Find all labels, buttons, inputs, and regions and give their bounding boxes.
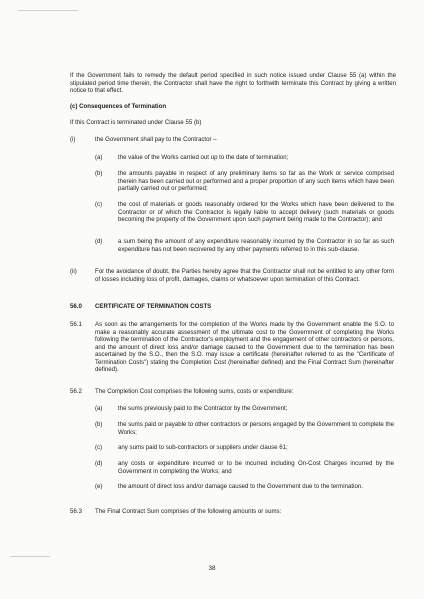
sub-item-label: (a) bbox=[95, 405, 103, 412]
sub-item-label: (c) bbox=[95, 444, 103, 451]
sub-item-text: the sums paid or payable to other contractors or persons engaged by the Government to complete the Works; bbox=[118, 421, 394, 436]
clause-56-2-number: 56.2 bbox=[70, 388, 82, 395]
section-56-title: CERTIFICATE OF TERMINATION COSTS bbox=[95, 303, 212, 310]
sub-item-text: the cost of materials or goods reasonably ordered for the Works which have been delivered to the Contractor or of which the Contractor is legally liable to accept delivery (such materials or goods becoming the property of the Government upon such payment being made to the Contractor); and bbox=[118, 201, 394, 223]
sub-item-label: (b) bbox=[95, 421, 103, 428]
scan-speck bbox=[10, 556, 50, 557]
clause-56-2-text: The Completion Cost comprises the following sums, costs or expenditure: bbox=[95, 388, 294, 395]
sub-item-text: the value of the Works carried out up to the date of termination; bbox=[118, 154, 289, 161]
sub-item-label: (c) bbox=[95, 201, 103, 208]
sub-item-label: (d) bbox=[95, 460, 103, 467]
intro-paragraph: If the Government fails to remedy the default period specified in such notice issued under Clause 55 (a) within the stipulated period time therein, the Contractor shall have the right to forthwith terminate this Contract by giving a written notice to that effect. bbox=[70, 72, 396, 94]
item-ii-text: For the avoidance of doubt, the Parties hereby agree that the Contractor shall not be entitled to any other form of losses including loss of profit, damages, claims or whatsoever upon termination of this Contract. bbox=[95, 268, 394, 283]
sub-item-text: any costs or expenditure incurred or to be incurred including On-Cost Charges incurred by the Government in completing the Works; and bbox=[118, 460, 394, 475]
section-56-number: 56.0 bbox=[70, 303, 82, 310]
clause-56-1-number: 56.1 bbox=[70, 321, 82, 328]
item-ii-label: (ii) bbox=[70, 268, 77, 275]
clause-56-1-text: As soon as the arrangements for the completion of the Works made by the Government enable the S.O. to make a reasonably accurate assessment of the ultimate cost to the Government of completing the Works following the termination of the Contractor's employment and the engagement of other contractors or persons, and the amount of direct loss and/or damage caused to the Government due to the termination has been ascertained by the S.O., then the S.O. may issue a certificate (hereinafter referred to as the "Certificate of Termination Costs") stating the Completion Cost (hereinafter defined) and the Final Contract Sum (hereinafter defined). bbox=[95, 321, 394, 373]
clause-56-3-number: 56.3 bbox=[70, 508, 82, 515]
item-i-text: the Government shall pay to the Contractor – bbox=[95, 136, 217, 143]
sub-item-text: the sums previously paid to the Contractor by the Government; bbox=[118, 405, 288, 412]
sub-item-label: (d) bbox=[95, 238, 103, 245]
scan-speck bbox=[18, 10, 78, 11]
sub-item-text: a sum being the amount of any expenditure reasonably incurred by the Contractor in so far as such expenditure has not been recovered by any other payments referred to in this sub-clause. bbox=[118, 238, 394, 253]
sub-item-label: (b) bbox=[95, 170, 103, 177]
sub-item-text: the amounts payable in respect of any preliminary items so far as the Work or service comprised therein has been carried out or performed and a proper proportion of any such items which have been partially carried out or performed; bbox=[118, 170, 394, 192]
item-i-label: (i) bbox=[70, 136, 76, 143]
sub-item-label: (a) bbox=[95, 154, 103, 161]
section-c-lead: If this Contract is terminated under Clause 55 (b) bbox=[70, 119, 202, 126]
section-c-heading: (c) Consequences of Termination bbox=[70, 103, 167, 110]
clause-56-3-text: The Final Contract Sum comprises of the following amounts or sums: bbox=[95, 508, 282, 515]
sub-item-label: (e) bbox=[95, 483, 103, 490]
sub-item-text: any sums paid to sub-contractors or suppliers under clause 61; bbox=[118, 444, 288, 451]
sub-item-text: the amount of direct loss and/or damage caused to the Government due to the termination. bbox=[118, 483, 363, 490]
page-number: 38 bbox=[208, 565, 216, 572]
